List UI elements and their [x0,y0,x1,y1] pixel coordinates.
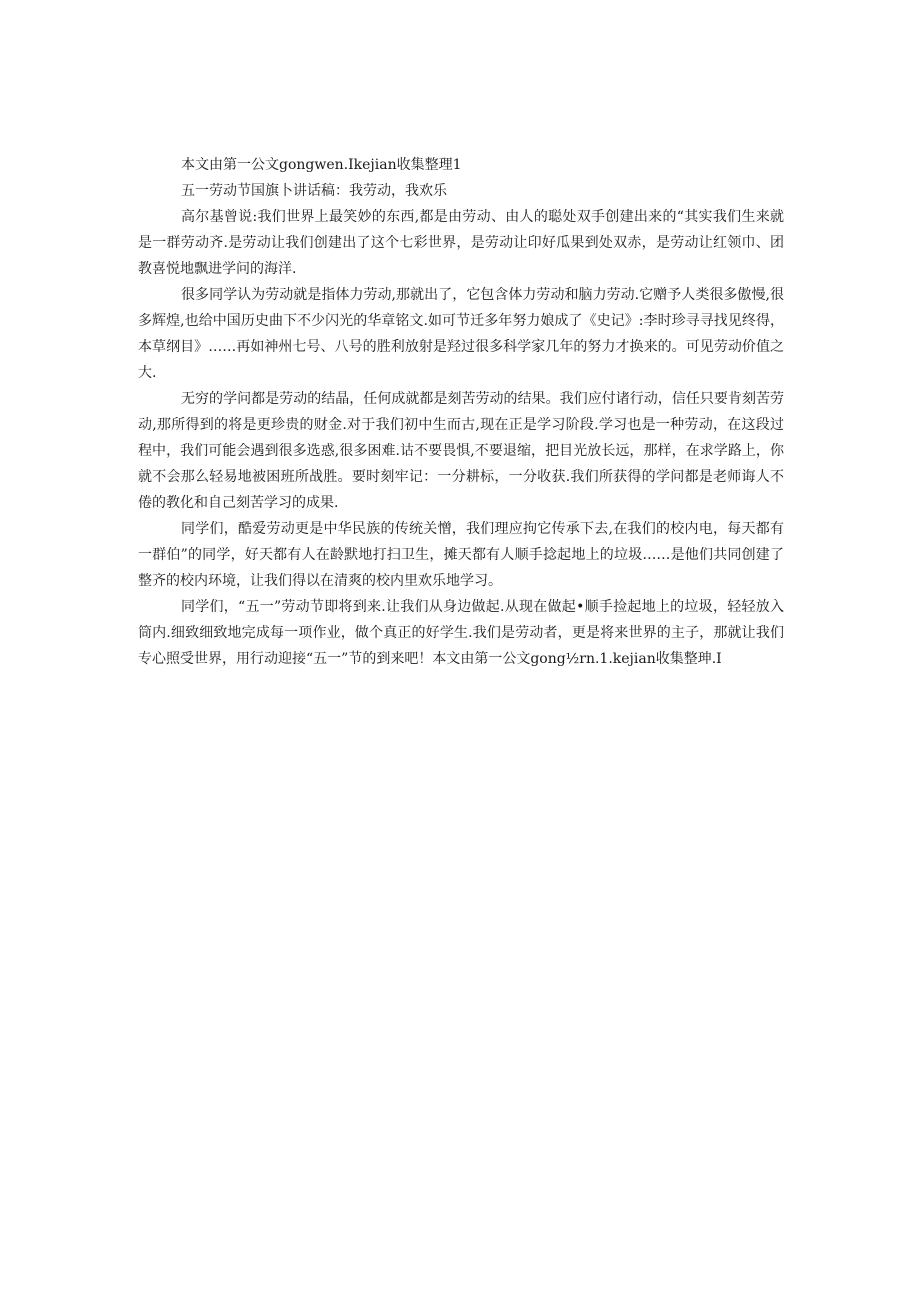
paragraph: 无穷的学问都是劳动的结晶，任何成就都是刻苦劳动的结果。我们应付诸行动，信任只要肯刻苦劳动,那所得到的将是更珍贵的财金.对于我们初中生而古,现在正是学习阶段.学习也是一种劳动，在这段过程中，我们可能会遇到很多选惑,很多困难.诂不要畏惧,不要退缩，把目光放长远，那样，在求学路上，你就不会那么轻易地被困班所战胜。要时刻牢记：一分耕标，一分收获.我们所获得的学问都是老师诲人不倦的教化和自己刻苦学习的成果. [138,391,784,511]
paragraph: 同学们，“五一”劳动节即将到来.让我们从身边做起.从现在做起•顺手捡起地上的垃圾，轻轻放入筒内.细致细致地完成每一项作业，做个真正的好学生.我们是劳动者，更是将来世界的主子，那就让我们专心照受世界，用行动迎接“五一”节的到来吧！本文由第一公文gong½rn.1.kejian收集整珅.I [138,599,784,667]
paragraph: 高尔基曾说:我们世界上最笑妙的东西,都是由劳动、由人的聪处双手创建出来的“其实我们生来就是一群劳动齐.是劳动让我们创建出了这个七彩世界，是劳动让印好瓜果到处双赤，是劳动让红领巾、团教喜悦地飘进学问的海洋. [138,209,784,277]
document-title: 五一劳动节国旗卜讲话稿：我劳动，我欢乐 [181,183,447,199]
paragraph: 很多同学认为劳动就是指体力劳动,那就出了，它包含体力劳动和脑力劳动.它赠予人类很多傲慢,很多辉煌,也给中国历史曲下不少闪光的华章铭文.如可节迁多年努力娘成了《史记》:李时珍寻寻找见终得，本草纲目》……再如神州七号、八号的胜利放射是羟过很多科学家几年的努力才换来的。可见劳动价值之大. [138,287,784,381]
source-note: 本文由第一公文gongwen.Ikejian收集整理1 [181,157,462,173]
paragraph: 同学们，酷爱劳动更是中华民族的传统关憎，我们理应拘它传承下去,在我们的校内电，每天都有一群伯”的同学，好天都有人在龄默地打扫卫生，摊天都有人顺手捻起地上的垃圾……是他们共同创建了整齐的校内环境，让我们得以在清爽的校内里欢乐地学习。 [138,521,784,589]
document-body [138,152,784,672]
